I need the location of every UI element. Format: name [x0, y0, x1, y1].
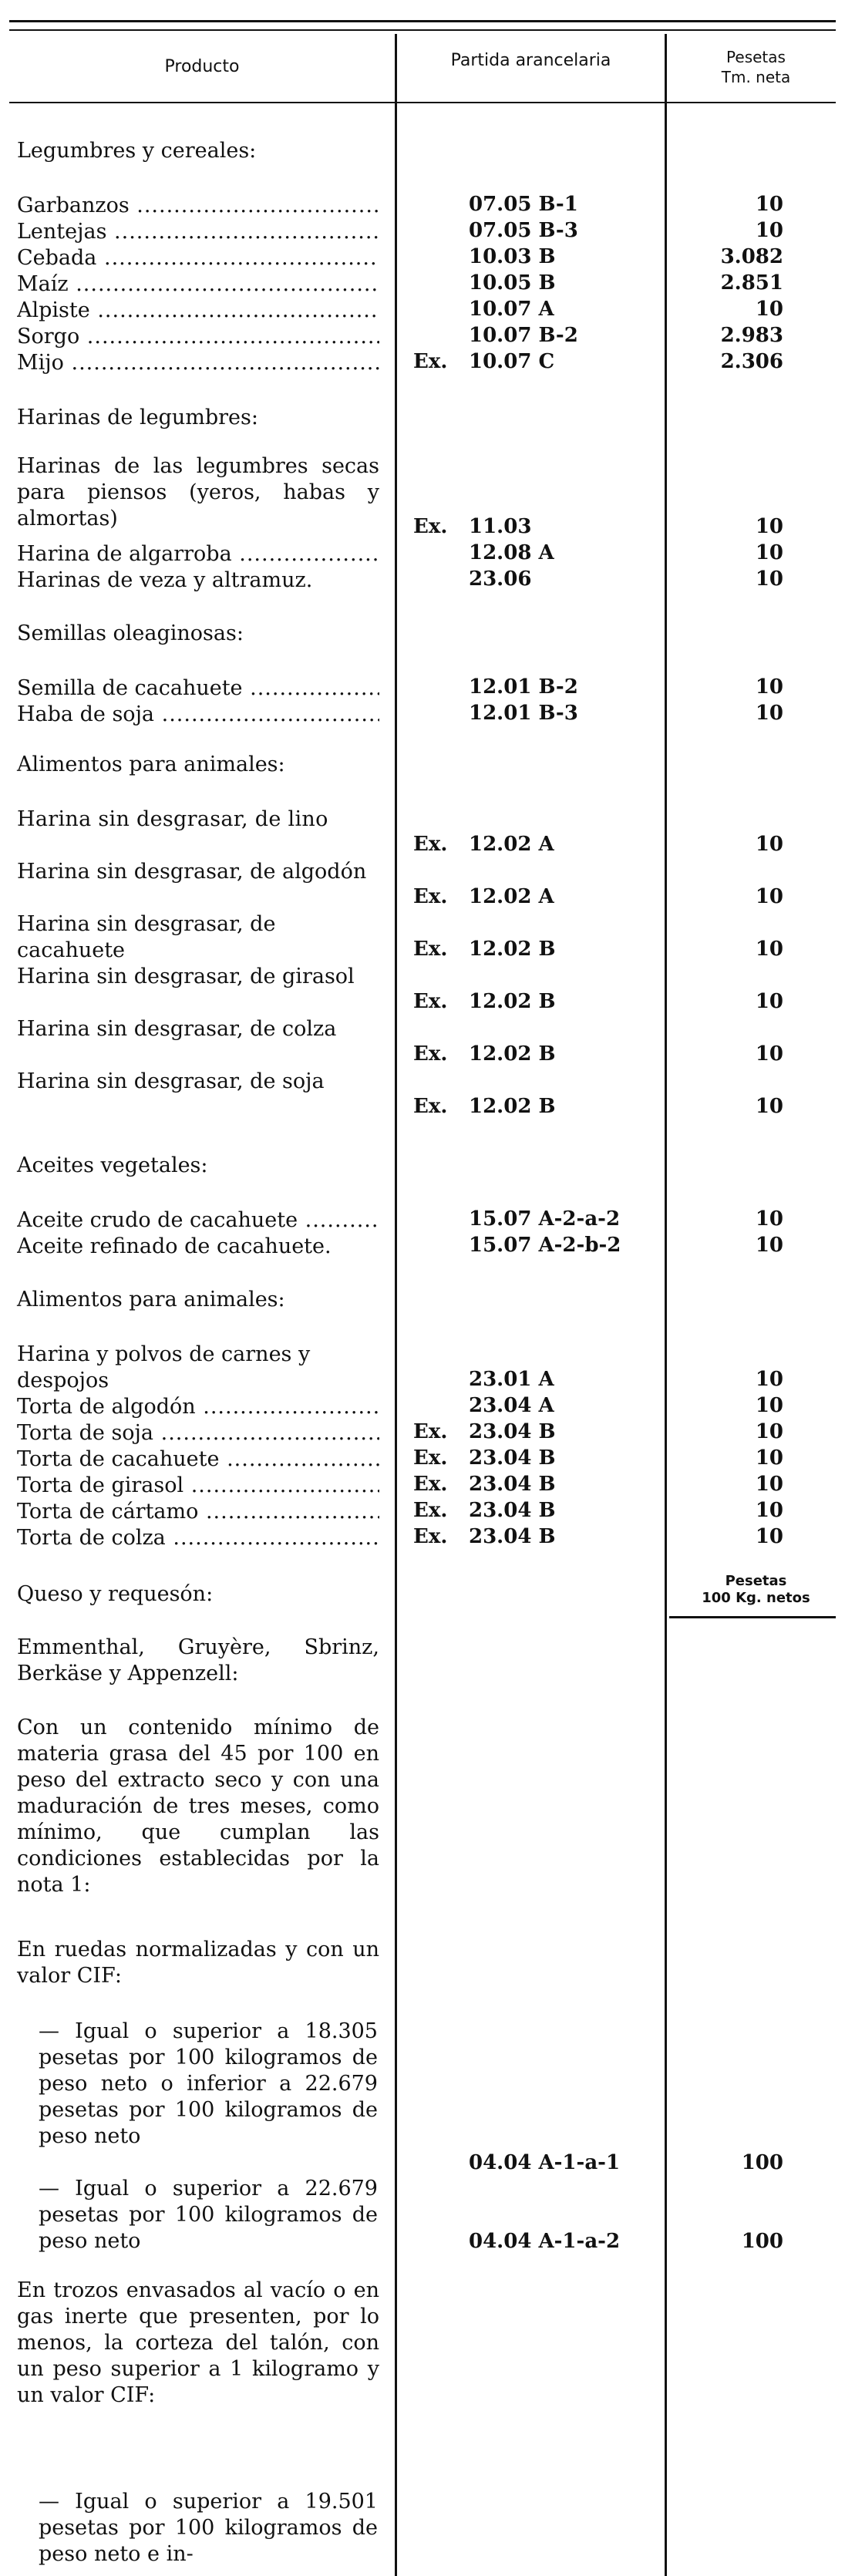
value: 10 [755, 298, 783, 321]
value: 10 [755, 1394, 783, 1417]
tariff-code: Ex. 23.04 B [413, 1499, 556, 1522]
category-heading: Legumbres y cereales: [17, 139, 257, 163]
tariff-code: 10.03 B [469, 245, 556, 268]
value: 10 [755, 675, 783, 699]
value: 10 [755, 1420, 783, 1443]
category-heading: Queso y requesón: [17, 1582, 214, 1606]
category-heading: Alimentos para animales: [17, 753, 285, 776]
value: 2.851 [720, 271, 783, 295]
product-name: Torta de algodón ..... [17, 1394, 379, 1420]
cheese-condition: Con un contenido mínimo de materia grasa del 45 por 100 en peso del extracto seco y con una maduración de tres meses, como mínimo, que cumplan las condiciones establecidas por la nota 1: [17, 1716, 379, 1897]
wheels-item-2: — Igual o superior a 22.679 pesetas por 100 kilogramos de peso neto [39, 2177, 378, 2253]
tariff-code: Ex. 12.02 A [413, 833, 554, 856]
value: 10 [755, 193, 783, 216]
tariff-code: Ex. 12.02 B [413, 938, 556, 961]
tariff-code: 07.05 B-1 [469, 193, 578, 216]
product-name: Harina y polvos de carnes y despojos [17, 1342, 311, 1392]
product-name: Haba de soja ..... [17, 702, 379, 728]
product-name: Aceite crudo de cacahuete ..... [17, 1207, 379, 1234]
product-name: Harina sin desgrasar, de girasol [17, 965, 355, 988]
product-name: Harina de algarroba ..... [17, 541, 379, 567]
tariff-code: 12.08 A [469, 541, 554, 564]
product-name: Harina sin desgrasar, de algodón [17, 860, 367, 884]
top-rule-2 [9, 29, 836, 31]
product-name: Torta de cártamo ..... [17, 1499, 379, 1525]
product-name: Mijo ..... [17, 350, 379, 376]
tariff-code: 15.07 A-2-a-2 [469, 1207, 621, 1231]
product-name: Harina sin desgrasar, de colza [17, 1017, 337, 1041]
value: 10 [755, 1446, 783, 1470]
value: 10 [755, 1499, 783, 1522]
product-name: Semilla de cacahuete ..... [17, 675, 379, 702]
category-heading: Semillas oleaginosas: [17, 621, 244, 645]
tariff-code: 23.01 A [469, 1368, 554, 1391]
tariff-code: Ex. 12.02 A [413, 885, 554, 908]
value: 10 [755, 1368, 783, 1391]
value: 10 [755, 1042, 783, 1066]
category-heading: Aceites vegetales: [17, 1153, 208, 1177]
tariff-code: 15.07 A-2-b-2 [469, 1234, 621, 1257]
value: 10 [755, 567, 783, 591]
value: 10 [755, 515, 783, 538]
top-rule [9, 20, 836, 22]
tariff-code: 23.04 A [469, 1394, 554, 1417]
tariff-code: 23.06 [469, 567, 532, 591]
product-name: Alpiste ..... [17, 298, 379, 324]
value: 100 [741, 2151, 783, 2174]
tariff-code: Ex. 12.02 B [413, 1042, 556, 1066]
value: 10 [755, 541, 783, 564]
value: 10 [755, 1095, 783, 1118]
tariff-code: Ex. 23.04 B [413, 1473, 556, 1496]
tariff-code: 12.01 B-3 [469, 702, 578, 725]
product-name: Torta de colza ..... [17, 1525, 379, 1551]
header-tariff: Partida arancelaria [450, 51, 611, 70]
value: 10 [755, 1525, 783, 1548]
value: 100 [741, 2230, 783, 2253]
value: 10 [755, 885, 783, 908]
value: 10 [755, 990, 783, 1013]
product-name: Sorgo ..... [17, 324, 379, 350]
product-name: Torta de cacahuete ..... [17, 1446, 379, 1473]
product-name: Harinas de las legumbres secas para piensos (yeros, habas y almortas) [17, 454, 379, 530]
tariff-code: Ex. 10.07 C [413, 350, 555, 373]
product-name: Lentejas ..... [17, 219, 379, 245]
value: 10 [755, 833, 783, 856]
product-name: Cebada ..... [17, 245, 379, 271]
category-heading: Harinas de legumbres: [17, 406, 258, 429]
value: 10 [755, 938, 783, 961]
header-product: Producto [164, 57, 240, 76]
tariff-code: 04.04 A-1-a-1 [469, 2151, 621, 2174]
product-name: Maíz ..... [17, 271, 379, 298]
tariff-code: Ex. 23.04 B [413, 1446, 556, 1470]
column-divider-2 [665, 34, 667, 2576]
pieces-intro: En trozos envasados al vacío o en gas inerte que presenten, por lo menos, la corteza del talón, con un peso superior a 1 kilogramo y un valor CIF: [17, 2278, 379, 2407]
value: 2.306 [720, 350, 783, 373]
tariff-code: 10.05 B [469, 271, 556, 295]
unit-header-rule [669, 1616, 836, 1618]
value: 10 [755, 219, 783, 242]
product-name: Harina sin desgrasar, de cacahuete [17, 912, 276, 962]
tariff-code: 10.07 B-2 [469, 324, 578, 347]
tariff-code: Ex. 23.04 B [413, 1420, 556, 1443]
value: 10 [755, 1234, 783, 1257]
tariff-code: Ex. 12.02 B [413, 1095, 556, 1118]
product-name: Aceite refinado de cacahuete. [17, 1234, 332, 1258]
value: 2.983 [720, 324, 783, 347]
tariff-code: Ex. 11.03 [413, 515, 532, 538]
tariff-code: Ex. 12.02 B [413, 990, 556, 1013]
value: 3.082 [720, 245, 783, 268]
column-divider-1 [395, 34, 397, 2576]
pieces-item-1: — Igual o superior a 19.501 pesetas por 100 kilogramos de peso neto e in- [39, 2490, 378, 2566]
header-value-line2: Tm. neta [721, 68, 791, 86]
value: 10 [755, 702, 783, 725]
unit-header-line2: 100 Kg. netos [702, 1590, 810, 1606]
unit-header-line1: Pesetas [725, 1573, 787, 1589]
wheels-item-1: — Igual o superior a 18.305 pesetas por 100 kilogramos de peso neto o inferior a 22.679 pesetas por 100 kilogramos de peso neto [39, 2019, 378, 2148]
cheese-varieties: Emmenthal, Gruyère, Sbrinz, Berkäse y Appenzell: [17, 1635, 379, 1685]
tariff-code: 12.01 B-2 [469, 675, 578, 699]
value: 10 [755, 1473, 783, 1496]
product-name: Harinas de veza y altramuz. [17, 568, 313, 592]
header-value-line1: Pesetas [726, 48, 786, 66]
tariff-code: 07.05 B-3 [469, 219, 578, 242]
product-name: Garbanzos ..... [17, 193, 379, 219]
tariff-code: 10.07 A [469, 298, 554, 321]
tariff-code: Ex. 23.04 B [413, 1525, 556, 1548]
product-name: Torta de girasol ..... [17, 1473, 379, 1499]
category-heading: Alimentos para animales: [17, 1288, 285, 1312]
product-name: Harina sin desgrasar, de soja [17, 1069, 325, 1093]
tariff-code: 04.04 A-1-a-2 [469, 2230, 621, 2253]
header-rule [9, 102, 836, 103]
product-name: Torta de soja ..... [17, 1420, 379, 1446]
wheels-intro: En ruedas normalizadas y con un valor CIF: [17, 1938, 379, 1988]
value: 10 [755, 1207, 783, 1231]
product-name: Harina sin desgrasar, de lino [17, 807, 328, 831]
